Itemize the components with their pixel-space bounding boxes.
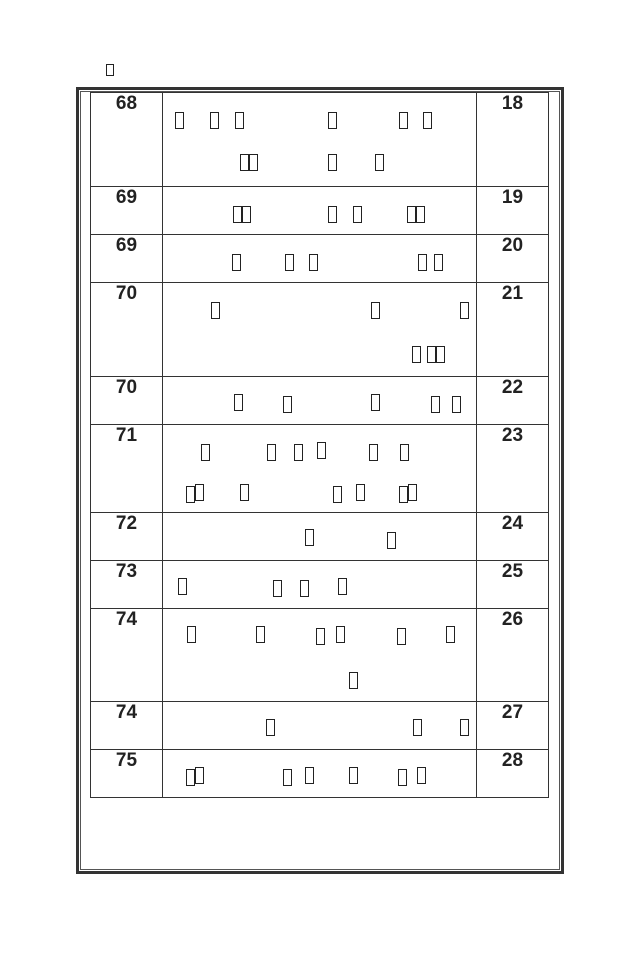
page-number: 74 xyxy=(91,702,163,750)
page-number: 70 xyxy=(91,377,163,425)
entry-title-glyphs xyxy=(163,609,477,702)
table-row xyxy=(91,513,549,561)
page-number: 68 xyxy=(91,93,163,187)
entry-title-glyphs xyxy=(163,377,477,425)
table-row xyxy=(91,93,549,187)
entry-title-glyphs xyxy=(163,425,477,513)
table-row xyxy=(91,702,549,750)
reference-number: 28 xyxy=(477,750,549,798)
page-number: 69 xyxy=(91,235,163,283)
reference-number: 21 xyxy=(477,283,549,377)
reference-number: 27 xyxy=(477,702,549,750)
reference-number: 25 xyxy=(477,561,549,609)
table-row xyxy=(91,561,549,609)
table-row xyxy=(91,609,549,702)
entry-title-glyphs xyxy=(163,702,477,750)
table-row xyxy=(91,750,549,798)
table-row xyxy=(91,377,549,425)
entry-title-glyphs xyxy=(163,235,477,283)
reference-number: 22 xyxy=(477,377,549,425)
entry-title-glyphs xyxy=(163,750,477,798)
page-number: 71 xyxy=(91,425,163,513)
page-mark-glyph xyxy=(106,64,114,76)
entry-title-glyphs xyxy=(163,283,477,377)
entry-title-glyphs xyxy=(163,513,477,561)
contents-table xyxy=(90,92,549,798)
reference-number: 20 xyxy=(477,235,549,283)
page-number: 70 xyxy=(91,283,163,377)
reference-number: 23 xyxy=(477,425,549,513)
table-row xyxy=(91,235,549,283)
table-row xyxy=(91,425,549,513)
reference-number: 19 xyxy=(477,187,549,235)
page-number: 73 xyxy=(91,561,163,609)
reference-number: 26 xyxy=(477,609,549,702)
entry-title-glyphs xyxy=(163,93,477,187)
page-number: 69 xyxy=(91,187,163,235)
reference-number: 18 xyxy=(477,93,549,187)
page-number: 75 xyxy=(91,750,163,798)
table-row xyxy=(91,283,549,377)
entry-title-glyphs xyxy=(163,187,477,235)
reference-number: 24 xyxy=(477,513,549,561)
page-number: 74 xyxy=(91,609,163,702)
page-number: 72 xyxy=(91,513,163,561)
entry-title-glyphs xyxy=(163,561,477,609)
table-row xyxy=(91,187,549,235)
